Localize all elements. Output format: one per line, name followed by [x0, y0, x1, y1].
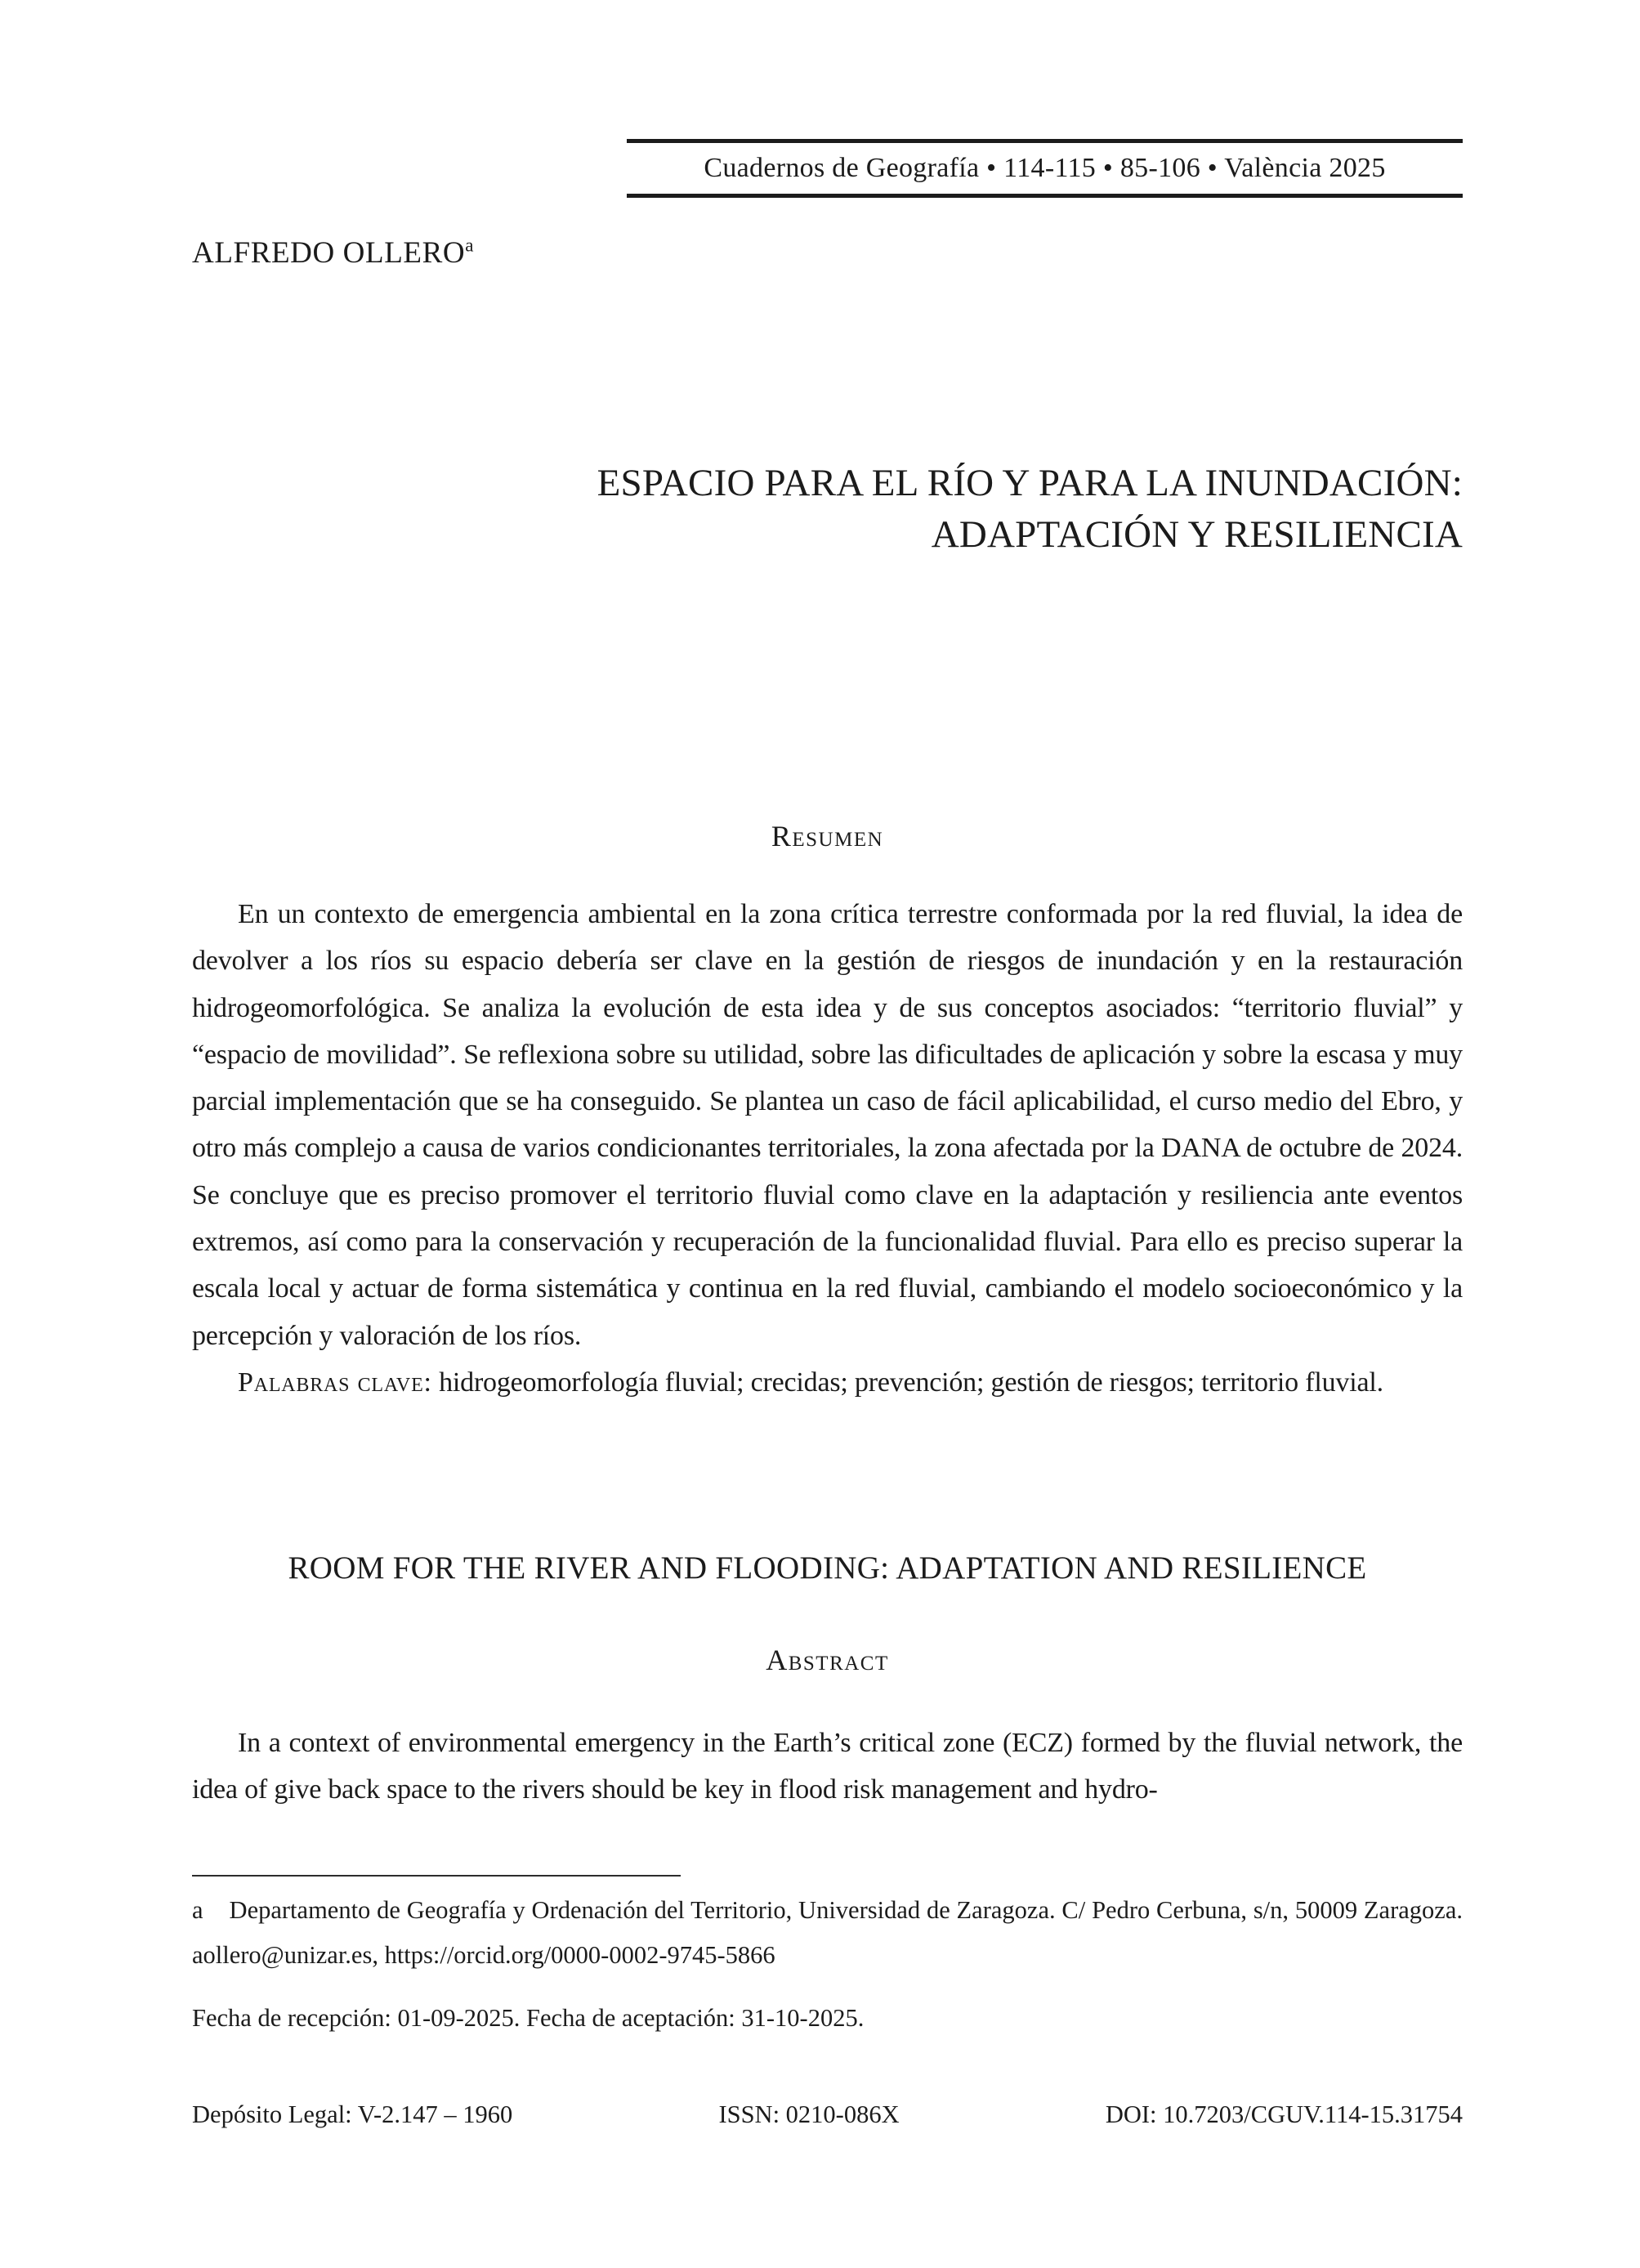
title-line-2: ADAPTACIÓN Y RESILIENCIA: [931, 513, 1463, 556]
footnote-text: Departamento de Geografía y Ordenación del Territorio, Universidad de Zaragoza. C/ Pedro Cerbuna, s/n, 50009 Zaragoza. aollero@unizar.es, https://orcid.org/0000-0002-9745-5866: [192, 1896, 1463, 1969]
abstract-body: In a context of environmental emergency in the Earth’s critical zone (ECZ) formed by the fluvial network, the idea of give back space to the rivers should be key in flood risk management and hydro-: [192, 1728, 1463, 1805]
resumen-heading: Resumen: [771, 820, 884, 852]
resumen-body: En un contexto de emergencia ambiental en la zona crítica terrestre conformada por la red fluvial, la idea de devolver a los ríos su espacio debería ser clave en la gestión de riesgos de inundación y en la restauración hidrogeomorfológica. Se analiza la evolución de esta idea y de sus conceptos asociados: “territorio fluvial” y “espacio de movilidad”. Se reflexiona sobre su utilidad, sobre las dificultades de aplicación y sobre la escasa y muy parcial implementación que se ha conseguido. Se plantea un caso de fácil aplicabilidad, el curso medio del Ebro, y otro más complejo a causa de varios condicionantes territoriales, la zona afectada por la DANA de octubre de 2024. Se concluye que es preciso promover el territorio fluvial como clave en la adaptación y resiliencia ante eventos extremos, así como para la conservación y recuperación de la funcionalidad fluvial. Para ello es preciso superar la escala local y actuar de forma sistemática y continua en la red fluvial, cambiando el modelo socioeconómico y la percepción y valoración de los ríos.: [192, 899, 1463, 1351]
journal-header-line: Cuadernos de Geografía • 114-115 • 85-106 • València 2025: [704, 153, 1386, 183]
abstract-heading: Abstract: [766, 1644, 889, 1676]
journal-header-bar: [627, 139, 1463, 198]
footnote-a: [192, 1888, 1463, 1977]
abstract-section: [192, 1720, 1463, 1814]
author-line: [192, 235, 474, 271]
keywords-text: hidrogeomorfología fluvial; crecidas; prevención; gestión de riesgos; territorio fluvial.: [439, 1367, 1383, 1398]
author-footnote-mark: a: [465, 235, 475, 256]
reception-dates: Fecha de recepción: 01-09-2025. Fecha de aceptación: 31-10-2025.: [192, 2004, 865, 2032]
page-footer: [192, 2100, 1463, 2129]
resumen-section: [192, 891, 1463, 1406]
issn: ISSN: 0210-086X: [718, 2100, 900, 2128]
article-title-en: ROOM FOR THE RIVER AND FLOODING: ADAPTATION AND RESILIENCE: [288, 1550, 1367, 1586]
keywords-paragraph: [192, 1359, 1463, 1406]
article-title-es: [192, 458, 1463, 561]
doi: DOI: 10.7203/CGUV.114-15.31754: [1105, 2100, 1463, 2128]
deposito-legal: Depósito Legal: V-2.147 – 1960: [192, 2100, 513, 2128]
author-name: ALFREDO OLLERO: [192, 236, 466, 270]
keywords-label: Palabras clave:: [238, 1367, 432, 1398]
title-line-1: ESPACIO PARA EL RÍO Y PARA LA INUNDACIÓN:: [597, 462, 1463, 504]
footnote-separator-rule: [192, 1875, 681, 1877]
footnote-mark: a: [192, 1896, 203, 1924]
